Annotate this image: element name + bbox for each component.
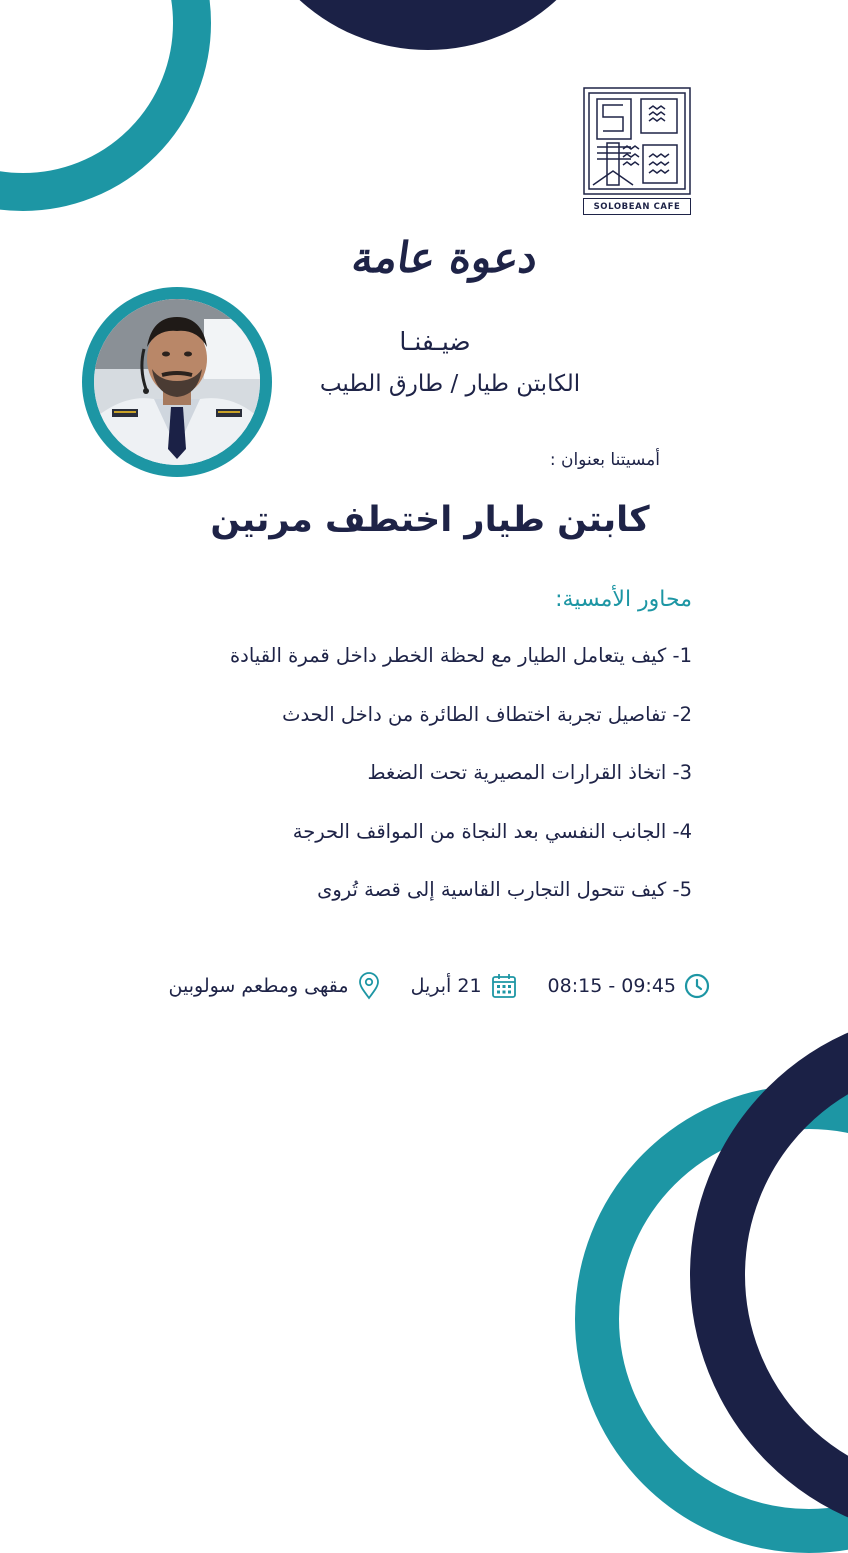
decorative-teal-arc-top-left xyxy=(0,0,211,211)
guest-name: الكابتن طيار / طارق الطيب xyxy=(319,371,581,397)
evening-title: كابتن طيار اختطف مرتين xyxy=(210,500,650,540)
guest-label: ضيـفنـا xyxy=(399,327,471,356)
event-date-text: 21 أبريل xyxy=(410,975,482,997)
invitation-title: دعوة عامة xyxy=(349,233,541,282)
event-location-text: مقهى ومطعم سولوبين xyxy=(168,975,349,997)
decorative-navy-circle-top xyxy=(238,0,618,50)
guest-portrait-photo xyxy=(94,299,260,465)
event-time-text: 08:15 - 09:45 xyxy=(547,975,676,997)
location-pin-icon xyxy=(357,972,381,1000)
topics-heading: محاور الأمسية: xyxy=(555,587,692,612)
event-details-row xyxy=(120,966,710,1006)
evening-intro-label: أمسيتنا بعنوان : xyxy=(549,450,660,470)
event-time xyxy=(540,973,710,999)
topic-item: 4- الجانب النفسي بعد النجاة من المواقف الحرجة xyxy=(292,819,692,843)
event-date xyxy=(403,972,518,1000)
topic-item: 2- تفاصيل تجربة اختطاف الطائرة من داخل الحدث xyxy=(282,702,692,726)
topic-item: 3- اتخاذ القرارات المصيرية تحت الضغط xyxy=(367,761,692,784)
calendar-icon xyxy=(490,972,518,1000)
clock-icon xyxy=(684,973,710,999)
topic-item: 5- كيف تتحول التجارب القاسية إلى قصة تُروى xyxy=(317,878,692,901)
guest-photo-frame xyxy=(82,287,272,477)
topics-list xyxy=(140,636,692,929)
event-location xyxy=(161,972,381,1000)
logo-brand-name: SOLOBEAN CAFE xyxy=(583,198,691,215)
topic-item: 1- كيف يتعامل الطيار مع لحظة الخطر داخل قمرة القيادة xyxy=(229,644,692,667)
solobean-logo-icon xyxy=(583,87,691,215)
